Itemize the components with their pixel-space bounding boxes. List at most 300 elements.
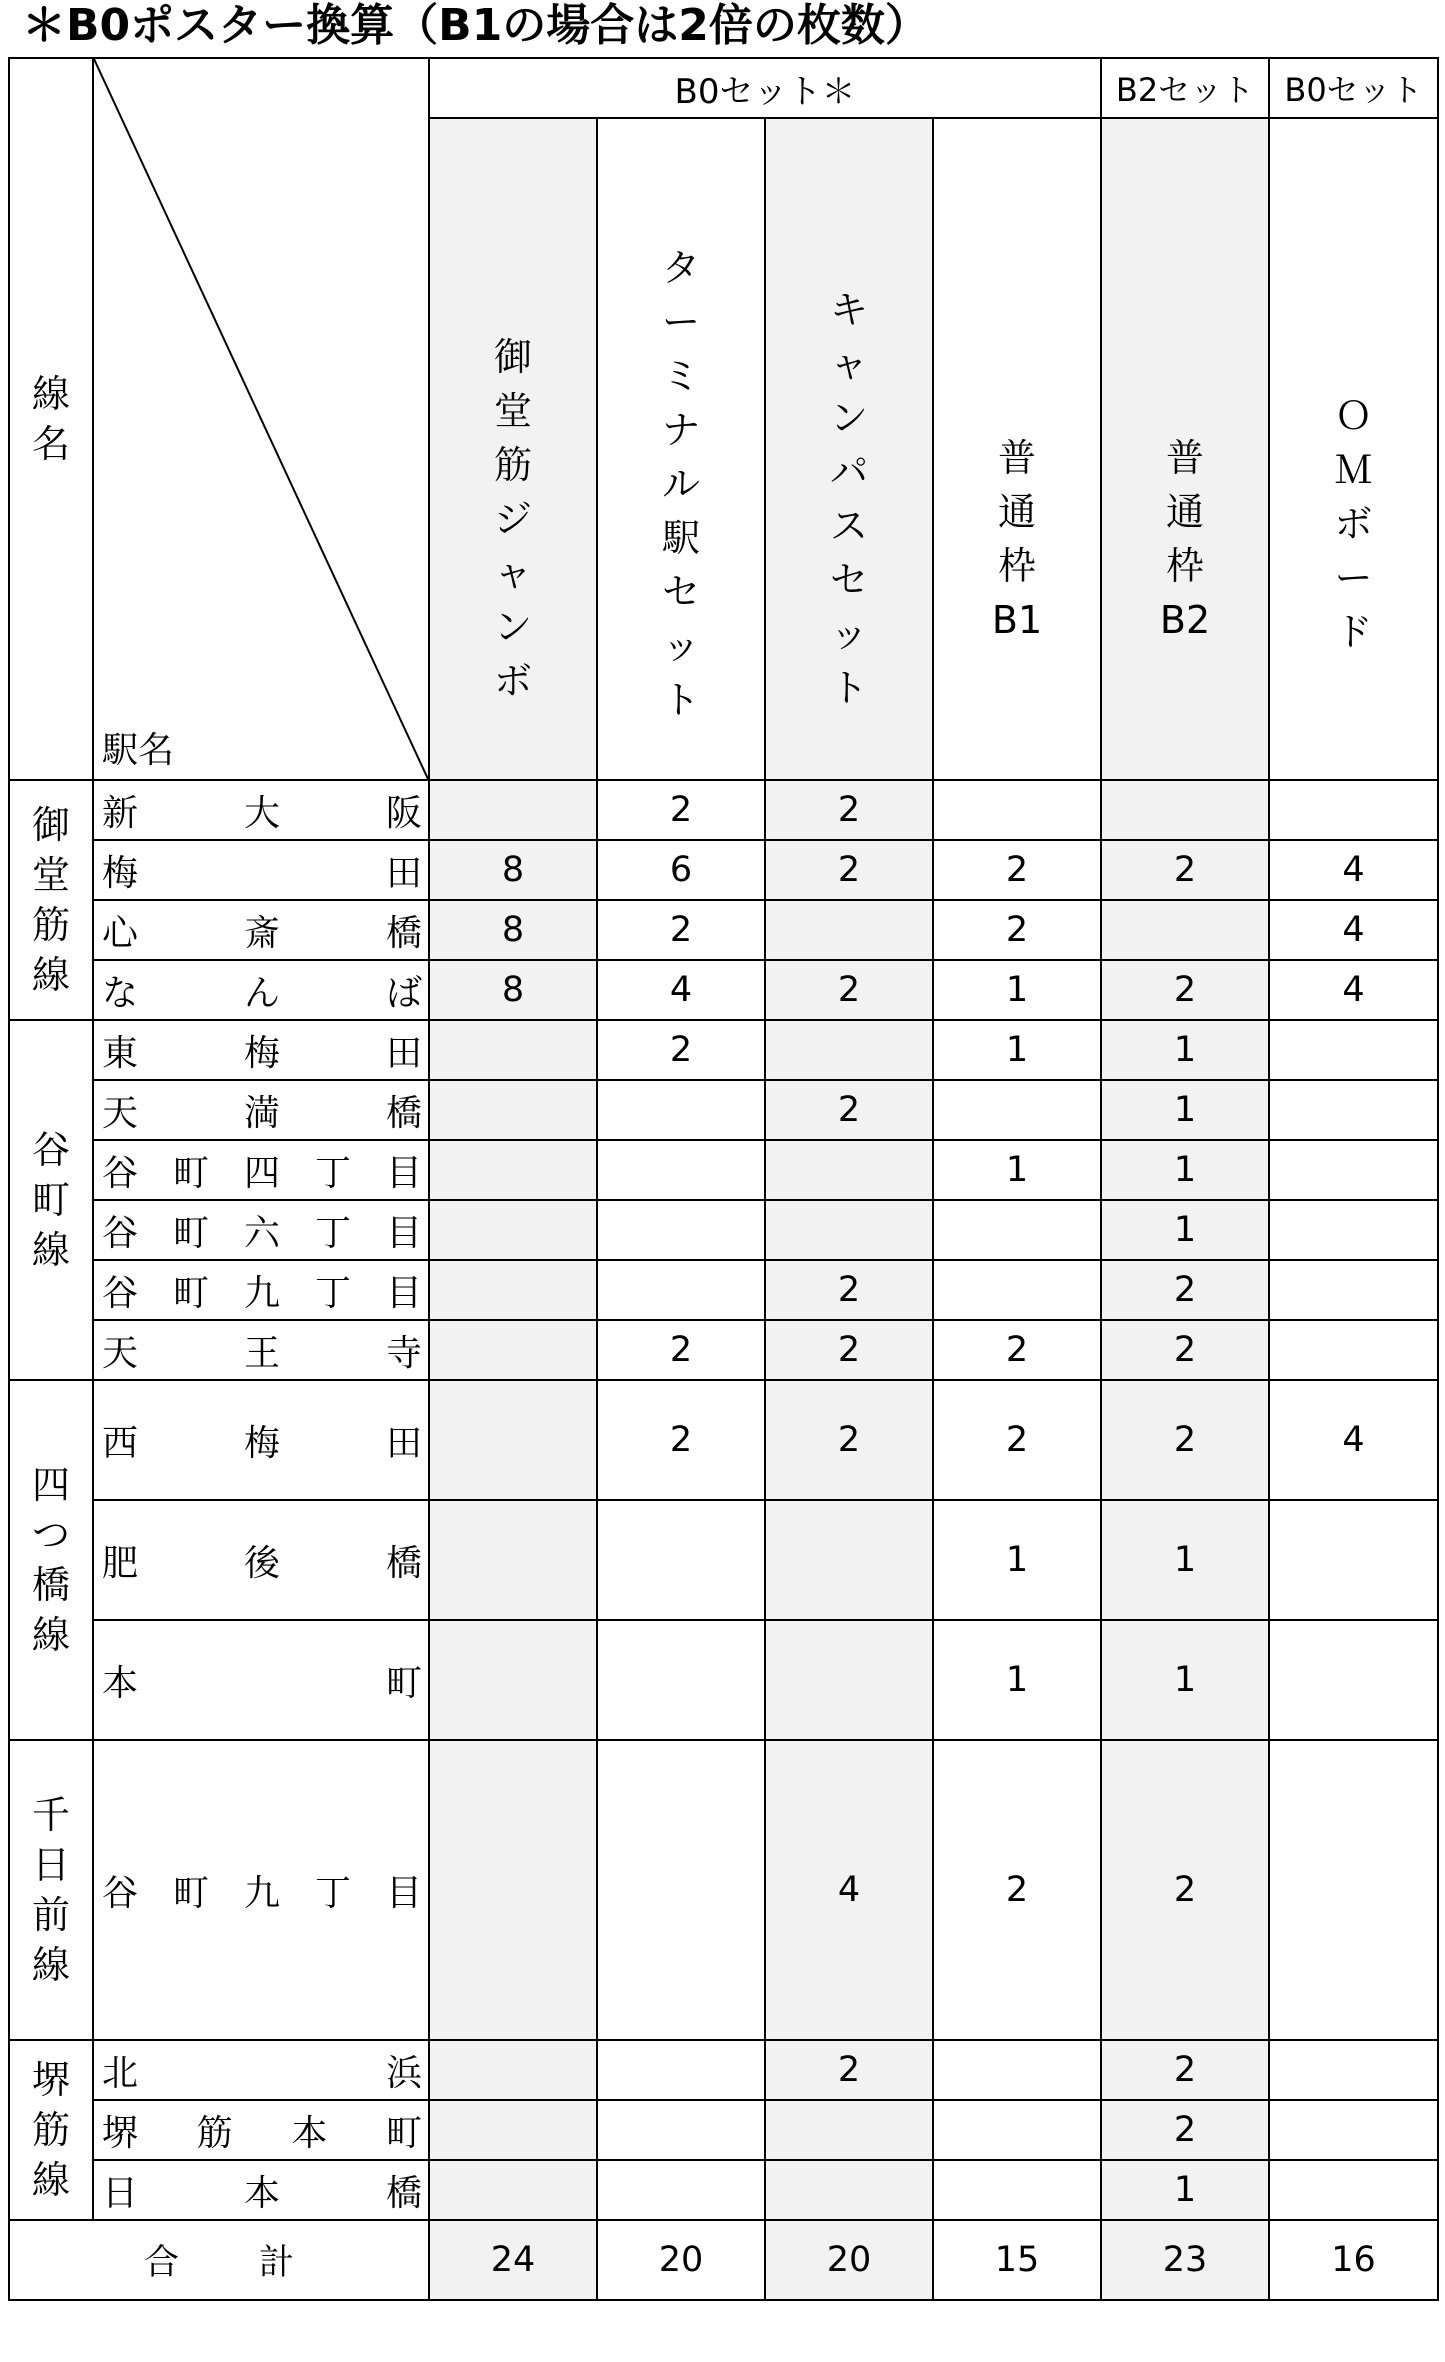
station-name-char: 目 <box>385 1272 422 1314</box>
line-name-char: 四 <box>31 1463 70 1507</box>
value-cell <box>429 1140 597 1200</box>
column-header-char: ッ <box>661 624 700 668</box>
value-cell: 1 <box>933 1620 1101 1740</box>
value-cell <box>1269 780 1438 840</box>
group-header-b0-star: B0セット＊ <box>429 58 1101 118</box>
total-value-cell: 24 <box>429 2220 597 2300</box>
value-cell: 8 <box>429 960 597 1020</box>
column-header-char: ト <box>661 678 700 722</box>
station-name-char: 天 <box>102 1332 139 1374</box>
station-name-char: 丁 <box>314 1152 351 1194</box>
station-name-char: 田 <box>385 1422 422 1464</box>
value-cell <box>597 1620 765 1740</box>
line-name <box>10 1125 92 1275</box>
station-name <box>94 1205 428 1256</box>
value-cell <box>1269 1020 1438 1080</box>
value-cell: 2 <box>1101 1380 1269 1500</box>
station-name-cell <box>93 780 429 840</box>
value-cell <box>1269 1740 1438 2040</box>
column-header-char: ャ <box>829 342 868 386</box>
column-header-2 <box>597 118 765 780</box>
column-header-char: 普 <box>1166 436 1205 480</box>
value-cell <box>429 2100 597 2160</box>
station-name-cell <box>93 900 429 960</box>
station-name-char: 梅 <box>243 1422 280 1464</box>
station-name <box>94 1655 428 1706</box>
station-name-char: 西 <box>102 1422 139 1464</box>
value-cell <box>597 2100 765 2160</box>
column-header-char: ト <box>829 666 868 710</box>
value-cell: 2 <box>765 1080 933 1140</box>
station-name-cell <box>93 2100 429 2160</box>
table-row <box>9 1200 1438 1260</box>
station-name-char: 大 <box>243 792 280 834</box>
column-header-char: 枠 <box>1166 544 1205 588</box>
station-name-cell <box>93 1740 429 2040</box>
column-header-char: 通 <box>1166 490 1205 534</box>
station-name-char: 四 <box>243 1152 280 1194</box>
line-name-header-label <box>10 369 92 469</box>
value-cell: 2 <box>765 1320 933 1380</box>
line-name-char: 町 <box>31 1178 70 1222</box>
station-name-cell <box>93 1200 429 1260</box>
station-name-char: 六 <box>243 1212 280 1254</box>
station-name-cell <box>93 2040 429 2100</box>
value-cell: 2 <box>933 1320 1101 1380</box>
table-row <box>9 1260 1438 1320</box>
value-cell: 2 <box>933 1380 1101 1500</box>
value-cell <box>1101 780 1269 840</box>
line-name-char: つ <box>31 1513 70 1557</box>
table-row <box>9 1320 1438 1380</box>
station-name-char: 天 <box>102 1092 139 1134</box>
value-cell: 1 <box>1101 1500 1269 1620</box>
table-row <box>9 2100 1438 2160</box>
column-header-char: ー <box>1334 556 1373 600</box>
value-cell <box>933 2100 1101 2160</box>
station-name <box>94 1265 428 1316</box>
value-cell: 2 <box>597 1020 765 1080</box>
value-cell: 2 <box>1101 1740 1269 2040</box>
value-cell: 1 <box>1101 1140 1269 1200</box>
value-cell <box>765 1500 933 1620</box>
station-name-char: 町 <box>172 1212 209 1254</box>
value-cell <box>429 1620 597 1740</box>
total-value-cell: 16 <box>1269 2220 1438 2300</box>
value-cell: 1 <box>1101 1200 1269 1260</box>
column-header-char: セ <box>829 558 868 602</box>
station-name <box>94 785 428 836</box>
value-cell <box>933 2040 1101 2100</box>
station-name-char: 九 <box>243 1872 280 1914</box>
station-name-char: 丁 <box>314 1872 351 1914</box>
value-cell: 1 <box>1101 1080 1269 1140</box>
value-cell <box>1269 1320 1438 1380</box>
column-header-char: ー <box>661 300 700 344</box>
station-name-char: 浜 <box>385 2052 422 2094</box>
line-name-cell <box>9 1020 93 1380</box>
value-cell <box>765 2100 933 2160</box>
station-name-char: 後 <box>243 1542 280 1584</box>
station-name-char: 九 <box>243 1272 280 1314</box>
station-name-char: ん <box>243 972 280 1014</box>
value-cell <box>429 1320 597 1380</box>
value-cell <box>597 1200 765 1260</box>
value-cell <box>1269 2040 1438 2100</box>
column-header-char: ル <box>661 462 700 506</box>
line-name <box>10 2055 92 2205</box>
station-name-cell <box>93 1140 429 1200</box>
column-header-char: 駅 <box>661 516 700 560</box>
value-cell: 4 <box>765 1740 933 2040</box>
station-name-char: 目 <box>385 1212 422 1254</box>
value-cell <box>933 1080 1101 1140</box>
value-cell <box>765 1620 933 1740</box>
station-name-cell <box>93 1080 429 1140</box>
value-cell: 2 <box>765 960 933 1020</box>
value-cell: 4 <box>1269 840 1438 900</box>
station-name-char: 本 <box>291 2112 328 2154</box>
line-name-cell <box>9 1740 93 2040</box>
table-row <box>9 960 1438 1020</box>
station-name <box>94 905 428 956</box>
value-cell: 2 <box>1101 840 1269 900</box>
line-name-char: 線 <box>31 2158 70 2202</box>
total-value-cell: 23 <box>1101 2220 1269 2300</box>
station-name-cell <box>93 1020 429 1080</box>
station-name <box>94 1415 428 1466</box>
value-cell: 8 <box>429 840 597 900</box>
value-cell <box>1269 1500 1438 1620</box>
line-name-char: 筋 <box>31 903 70 947</box>
poster-count-table <box>8 57 1439 2301</box>
station-name-char: 丁 <box>314 1212 351 1254</box>
value-cell: 1 <box>933 1500 1101 1620</box>
station-name-char: 橋 <box>385 912 422 954</box>
station-name-char: 橋 <box>385 2172 422 2214</box>
value-cell: 2 <box>933 900 1101 960</box>
table-row <box>9 1020 1438 1080</box>
column-header-char: ド <box>1334 610 1373 654</box>
value-cell: 2 <box>1101 2100 1269 2160</box>
station-name-char: な <box>102 972 139 1014</box>
station-name-char: 北 <box>102 2052 139 2094</box>
value-cell <box>429 1020 597 1080</box>
station-name-char: 日 <box>102 2172 139 2214</box>
station-name-char: ば <box>385 972 422 1014</box>
total-label <box>9 2220 429 2300</box>
station-name <box>94 1535 428 1586</box>
column-header-char: パ <box>829 450 868 494</box>
line-name-header <box>9 58 93 780</box>
station-name <box>94 845 428 896</box>
column-header-char: 御 <box>493 335 532 379</box>
value-cell <box>597 1140 765 1200</box>
header-char: 線 <box>31 372 70 416</box>
station-name-char: 寺 <box>385 1332 422 1374</box>
station-name-char: 梅 <box>102 852 139 894</box>
value-cell <box>1269 1140 1438 1200</box>
page-title: ＊B0ポスター換算（B1の場合は2倍の枚数） <box>22 0 929 51</box>
value-cell <box>933 1200 1101 1260</box>
table-row <box>9 2040 1438 2100</box>
value-cell: 2 <box>765 2040 933 2100</box>
total-value-cell: 15 <box>933 2220 1101 2300</box>
station-name <box>94 1025 428 1076</box>
value-cell: 2 <box>597 780 765 840</box>
column-header-char: ボ <box>1334 502 1373 546</box>
value-cell <box>597 1080 765 1140</box>
value-cell: 8 <box>429 900 597 960</box>
group-header-b0: B0セット <box>1269 58 1438 118</box>
station-name-char: 町 <box>172 1272 209 1314</box>
column-header-char: キ <box>829 288 868 332</box>
station-name <box>94 1865 428 1916</box>
line-name-char: 線 <box>31 1228 70 1272</box>
total-label-char: 計 <box>259 2243 295 2283</box>
value-cell: 2 <box>1101 1260 1269 1320</box>
column-header-char: ナ <box>661 408 700 452</box>
value-cell <box>765 2160 933 2220</box>
line-name <box>10 800 92 1000</box>
station-name-char: 肥 <box>102 1542 139 1584</box>
station-name-cell <box>93 1500 429 1620</box>
total-value-cell: 20 <box>765 2220 933 2300</box>
station-name-char: 町 <box>385 2112 422 2154</box>
value-cell <box>429 2040 597 2100</box>
value-cell: 2 <box>597 900 765 960</box>
station-name-char: 橋 <box>385 1092 422 1134</box>
value-cell: 2 <box>765 840 933 900</box>
station-name-cell <box>93 1320 429 1380</box>
station-name-cell <box>93 960 429 1020</box>
column-header-6 <box>1269 118 1438 780</box>
table-row <box>9 900 1438 960</box>
column-header-char: セ <box>661 570 700 614</box>
column-header-char: ッ <box>829 612 868 656</box>
value-cell <box>429 1080 597 1140</box>
value-cell: 1 <box>933 1140 1101 1200</box>
value-cell: 2 <box>597 1320 765 1380</box>
value-cell <box>597 2160 765 2220</box>
station-name-char: 東 <box>102 1032 139 1074</box>
value-cell <box>429 1200 597 1260</box>
value-cell <box>1269 2100 1438 2160</box>
value-cell: 2 <box>933 1740 1101 2040</box>
line-name-char: 千 <box>31 1793 70 1837</box>
station-name-char: 田 <box>385 852 422 894</box>
station-name-char: 目 <box>385 1152 422 1194</box>
station-name-cell <box>93 1380 429 1500</box>
value-cell: 2 <box>933 840 1101 900</box>
station-name-char: 町 <box>385 1662 422 1704</box>
value-cell: 4 <box>1269 900 1438 960</box>
station-name-char: 谷 <box>102 1872 139 1914</box>
value-cell <box>1269 2160 1438 2220</box>
value-cell: 2 <box>1101 960 1269 1020</box>
value-cell <box>765 1020 933 1080</box>
line-name <box>10 1460 92 1660</box>
station-name <box>94 2105 428 2156</box>
value-cell: 1 <box>1101 2160 1269 2220</box>
station-name-char: 筋 <box>196 2112 233 2154</box>
value-cell <box>933 2160 1101 2220</box>
value-cell <box>1269 1620 1438 1740</box>
value-cell <box>933 780 1101 840</box>
group-header-b2: B2セット <box>1101 58 1269 118</box>
station-name-char: 橋 <box>385 1542 422 1584</box>
station-name-char: 阪 <box>385 792 422 834</box>
line-name-char: 日 <box>31 1843 70 1887</box>
line-name-char: 堺 <box>31 2058 70 2102</box>
table-row <box>9 1380 1438 1500</box>
table-row <box>9 840 1438 900</box>
column-header-char: 筋 <box>493 443 532 487</box>
value-cell: 1 <box>1101 1020 1269 1080</box>
column-header-1 <box>429 118 597 780</box>
table-row <box>9 1740 1438 2040</box>
station-name <box>94 1145 428 1196</box>
line-name-char: 線 <box>31 1943 70 1987</box>
value-cell <box>429 780 597 840</box>
station-name-cell <box>93 2160 429 2220</box>
column-header-char: 枠 <box>998 544 1037 588</box>
value-cell <box>765 900 933 960</box>
value-cell <box>1269 1200 1438 1260</box>
value-cell <box>597 1500 765 1620</box>
station-name-char: 心 <box>102 912 139 954</box>
station-name <box>94 965 428 1016</box>
value-cell <box>1269 1260 1438 1320</box>
station-name-char: 丁 <box>314 1272 351 1314</box>
diagonal-divider <box>94 59 428 779</box>
table-row <box>9 780 1438 840</box>
line-name-char: 線 <box>31 1613 70 1657</box>
station-name-char: 梅 <box>243 1032 280 1074</box>
station-name-char: 王 <box>243 1332 280 1374</box>
value-cell: 2 <box>1101 1320 1269 1380</box>
station-name-cell <box>93 1620 429 1740</box>
station-name-char: 町 <box>172 1152 209 1194</box>
column-header-char: B1 <box>991 598 1043 642</box>
station-name <box>94 2165 428 2216</box>
column-header-char: 堂 <box>493 389 532 433</box>
table-row <box>9 1140 1438 1200</box>
value-cell <box>597 1740 765 2040</box>
line-name-char: 前 <box>31 1893 70 1937</box>
column-header-char: ン <box>829 396 868 440</box>
value-cell <box>429 1260 597 1320</box>
station-name-char: 町 <box>172 1872 209 1914</box>
line-name-char: 線 <box>31 953 70 997</box>
station-name-char: 堺 <box>102 2112 139 2154</box>
value-cell: 2 <box>765 1260 933 1320</box>
value-cell <box>1269 1080 1438 1140</box>
line-name-char: 堂 <box>31 853 70 897</box>
line-name-char: 橋 <box>31 1563 70 1607</box>
station-name-char: 田 <box>385 1032 422 1074</box>
column-header-4 <box>933 118 1101 780</box>
line-name <box>10 1790 92 1990</box>
column-header-char: B2 <box>1159 598 1211 642</box>
column-header-char: ミ <box>661 354 700 398</box>
value-cell <box>765 1140 933 1200</box>
total-value-cell: 20 <box>597 2220 765 2300</box>
column-header-char: ン <box>493 605 532 649</box>
table-row <box>9 1500 1438 1620</box>
station-name-header: 駅名 <box>102 730 175 771</box>
line-name-char: 御 <box>31 803 70 847</box>
column-header-5 <box>1101 118 1269 780</box>
value-cell <box>429 2160 597 2220</box>
station-name <box>94 1325 428 1376</box>
station-name-cell <box>93 840 429 900</box>
value-cell: 1 <box>933 1020 1101 1080</box>
value-cell: 6 <box>597 840 765 900</box>
column-header-3 <box>765 118 933 780</box>
station-name-char: 目 <box>385 1872 422 1914</box>
value-cell: 1 <box>933 960 1101 1020</box>
value-cell <box>1101 900 1269 960</box>
column-header-char: タ <box>661 246 700 290</box>
station-name-char: 谷 <box>102 1152 139 1194</box>
value-cell: 4 <box>597 960 765 1020</box>
station-name-char: 谷 <box>102 1272 139 1314</box>
value-cell <box>933 1260 1101 1320</box>
column-header-char: Ｏ <box>1334 394 1373 438</box>
station-name-char: 満 <box>243 1092 280 1134</box>
value-cell: 4 <box>1269 1380 1438 1500</box>
station-name-char: 本 <box>243 2172 280 2214</box>
value-cell <box>765 1200 933 1260</box>
column-header-char: 通 <box>998 490 1037 534</box>
station-name-char: 新 <box>102 792 139 834</box>
column-header-char: ス <box>829 504 868 548</box>
station-name <box>94 2045 428 2096</box>
column-header-char: Ｍ <box>1334 448 1373 492</box>
column-header-char: ャ <box>493 551 532 595</box>
header-char: 名 <box>31 422 70 466</box>
station-name-cell <box>93 1260 429 1320</box>
value-cell: 2 <box>765 780 933 840</box>
table-row <box>9 2160 1438 2220</box>
station-name-char: 斎 <box>243 912 280 954</box>
line-name-cell <box>9 780 93 1020</box>
value-cell <box>429 1500 597 1620</box>
value-cell: 1 <box>1101 1620 1269 1740</box>
line-name-cell <box>9 2040 93 2220</box>
column-header-char: ジ <box>493 497 532 541</box>
value-cell <box>429 1740 597 2040</box>
value-cell: 2 <box>765 1380 933 1500</box>
total-row <box>9 2220 1438 2300</box>
station-header-cell <box>93 58 429 780</box>
table-row <box>9 1620 1438 1740</box>
value-cell <box>597 1260 765 1320</box>
table-row <box>9 1080 1438 1140</box>
total-label-char: 合 <box>143 2243 179 2283</box>
station-name-char: 谷 <box>102 1212 139 1254</box>
value-cell <box>597 2040 765 2100</box>
line-name-cell <box>9 1380 93 1740</box>
station-name <box>94 1085 428 1136</box>
value-cell: 2 <box>597 1380 765 1500</box>
station-name-char: 本 <box>102 1662 139 1704</box>
value-cell: 4 <box>1269 960 1438 1020</box>
line-name-char: 筋 <box>31 2108 70 2152</box>
value-cell: 2 <box>1101 2040 1269 2100</box>
column-header-char: 普 <box>998 436 1037 480</box>
